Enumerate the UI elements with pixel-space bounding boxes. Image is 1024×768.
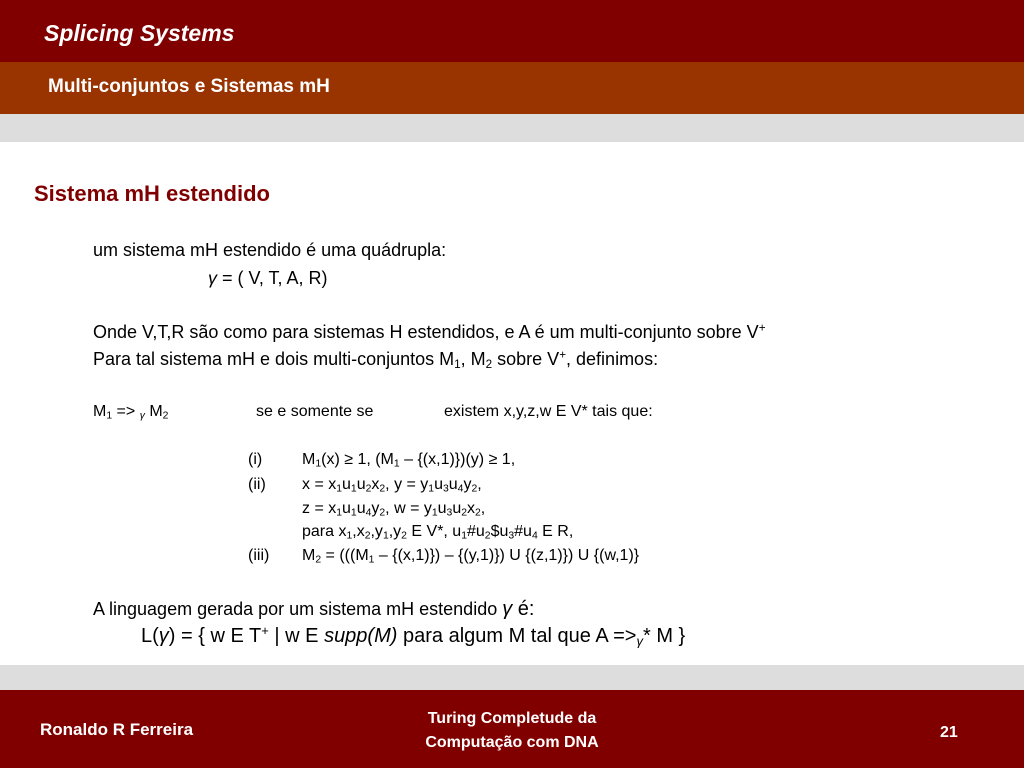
cond-i-bs: 1 [393,458,400,470]
cond-ii-s: 4 [457,483,464,495]
footer-bar [0,690,1024,768]
cond-ii-p: , y = y [385,476,429,493]
cond-ii-s: 1 [350,483,357,495]
cond-iib-p: y [371,500,380,517]
cond-iib-p: u [452,500,462,517]
cond-ii-text [302,476,482,494]
cond-iic-s: 4 [531,530,538,542]
cond-i-as: 1 [315,458,322,470]
tuple-line [208,268,328,289]
cond-ii-p: y [463,476,472,493]
cond-iii-as: 2 [315,554,322,566]
cond-iib-s: 4 [365,507,372,519]
cond-iic-s: 2 [401,530,407,542]
rel-arrow: => [112,403,140,420]
footer-center-line-2: Computação com DNA [425,734,599,751]
cond-ii-s: 1 [336,483,343,495]
onde-sup: + [758,321,766,335]
cond-i-a: M [302,451,316,468]
cond-ii-s: 2 [471,483,478,495]
para-sub-1: 1 [454,357,461,371]
cond-iib-p: x [467,500,476,517]
cond-ii-p: u [448,476,458,493]
cond-i-b: (x) ≥ 1, (M [321,451,394,468]
footer-course-title [362,707,662,755]
slide-title: Splicing Systems [44,20,235,46]
formula-supp: supp(M) [324,625,398,647]
top-divider-strip [0,114,1024,142]
cond-iib-s: 1 [350,507,357,519]
para-sub-2: 2 [485,357,493,371]
cond-iib-s: 2 [461,507,468,519]
footer-center-line-1: Turing Completude da [427,710,597,727]
relation-lhs [93,403,168,421]
cond-iib-p: , [480,500,486,517]
cond-iic-p: ,y [370,523,383,540]
rel-s1: 1 [106,410,113,422]
onde-text: Onde V,T,R são como para sistemas H estendidos, e A é um multi-conjunto sobre V [93,322,759,342]
cond-iib-p: u [356,500,366,517]
relation-condition: se e somente se [256,403,374,420]
language-formula [141,622,686,649]
para-line [93,349,658,370]
rel-m1: M [93,403,107,420]
cond-iii-bs: 1 [368,554,375,566]
formula-d: para algum M tal que A => [397,625,637,647]
cond-iic-p: $u [490,523,509,540]
cond-iib-s: 3 [446,507,453,519]
cond-iic-p: E R, [537,523,574,540]
cond-ii-p: x = x [302,476,337,493]
cond-i-label: (i) [248,451,263,468]
title-bar [0,0,1024,62]
cond-iic-p: E V*, u [406,523,462,540]
footer-author: Ronaldo R Ferreira [40,720,194,739]
cond-ii-p: u [356,476,366,493]
cond-iic-p: para x [302,523,347,540]
cond-ii-p: u [342,476,351,493]
formula-sup: + [261,622,269,638]
cond-iic-s: 2 [484,530,491,542]
cond-ii-s: 2 [379,483,386,495]
cond-iii-c: – {(x,1)}) – {(y,1)}) U {(z,1)}) U {(w,1)} [374,547,640,564]
cond-iic-p: ,x [352,523,365,540]
tuple-text: = ( V, T, A, R) [217,268,328,288]
cond-iic-s: 1 [382,530,389,542]
cond-ii-text-2 [302,500,485,518]
cond-iib-p: u [342,500,351,517]
cond-iic-s: 3 [508,530,515,542]
cond-iic-p: ,y [388,523,402,540]
cond-iib-s: 2 [379,507,386,519]
cond-i-text [302,451,515,469]
formula-e: M } [650,625,686,647]
cond-ii-s: 2 [365,483,372,495]
cond-iib-s: 1 [431,507,438,519]
cond-ii-label: (ii) [248,476,266,493]
cond-iib-p: u [437,500,447,517]
para-text-2: , M [460,349,486,369]
gamma-symbol: γ [208,268,217,288]
cond-iii-a: M [302,547,316,564]
cond-ii-p: u [434,476,443,493]
cond-ii-p: , [477,476,482,493]
cond-iic-s: 1 [346,530,353,542]
para-sup: + [559,348,567,362]
cond-iic-p: #u [514,523,532,540]
section-heading: Sistema mH estendido [34,181,270,206]
formula-b: ) = { w E T [168,625,262,647]
cond-iib-p: , w = y [385,500,432,517]
para-text-3: sobre V [492,349,560,369]
para-text-1: Para tal sistema mH e dois multi-conjuntos M [93,349,455,369]
formula-a: L( [141,625,159,647]
cond-iic-s: 2 [364,530,371,542]
cond-iib-s: 1 [336,507,343,519]
onde-line [93,322,766,343]
rel-gamma: γ [139,410,145,422]
rel-m2: M [144,403,163,420]
formula-gamma: γ [158,625,169,647]
cond-iib-p: z = x [302,500,337,517]
cond-ii-s: 3 [442,483,449,495]
lang-text: A linguagem gerada por um sistema mH estendido [93,599,503,619]
cond-iii-b: = (((M [321,547,369,564]
rel-s2: 2 [162,410,169,422]
formula-star: * [642,625,651,647]
cond-iib-s: 2 [475,507,481,519]
page-number: 21 [940,724,958,741]
para-text-4: , definimos: [566,349,659,369]
relation-exists: existem x,y,z,w E V* tais que: [444,403,653,420]
lang-tail: é: [512,598,535,620]
cond-ii-text-3 [302,523,573,541]
bottom-divider-strip [0,665,1024,690]
lang-gamma: γ [502,598,513,620]
cond-iii-label: (iii) [248,547,270,564]
cond-i-c: – {(x,1)})(y) ≥ 1, [399,451,516,468]
formula-c: | w E [268,625,325,647]
slide-subtitle: Multi-conjuntos e Sistemas mH [48,76,330,97]
language-line [93,598,534,621]
cond-iii-text [302,547,639,565]
cond-ii-p: x [371,476,380,493]
cond-iic-s: 1 [461,530,467,542]
formula-sub: γ [636,633,643,649]
subtitle-bar [0,62,1024,114]
cond-ii-s: 1 [428,483,435,495]
intro-line: um sistema mH estendido é uma quádrupla: [93,240,447,260]
cond-iic-p: #u [466,523,485,540]
